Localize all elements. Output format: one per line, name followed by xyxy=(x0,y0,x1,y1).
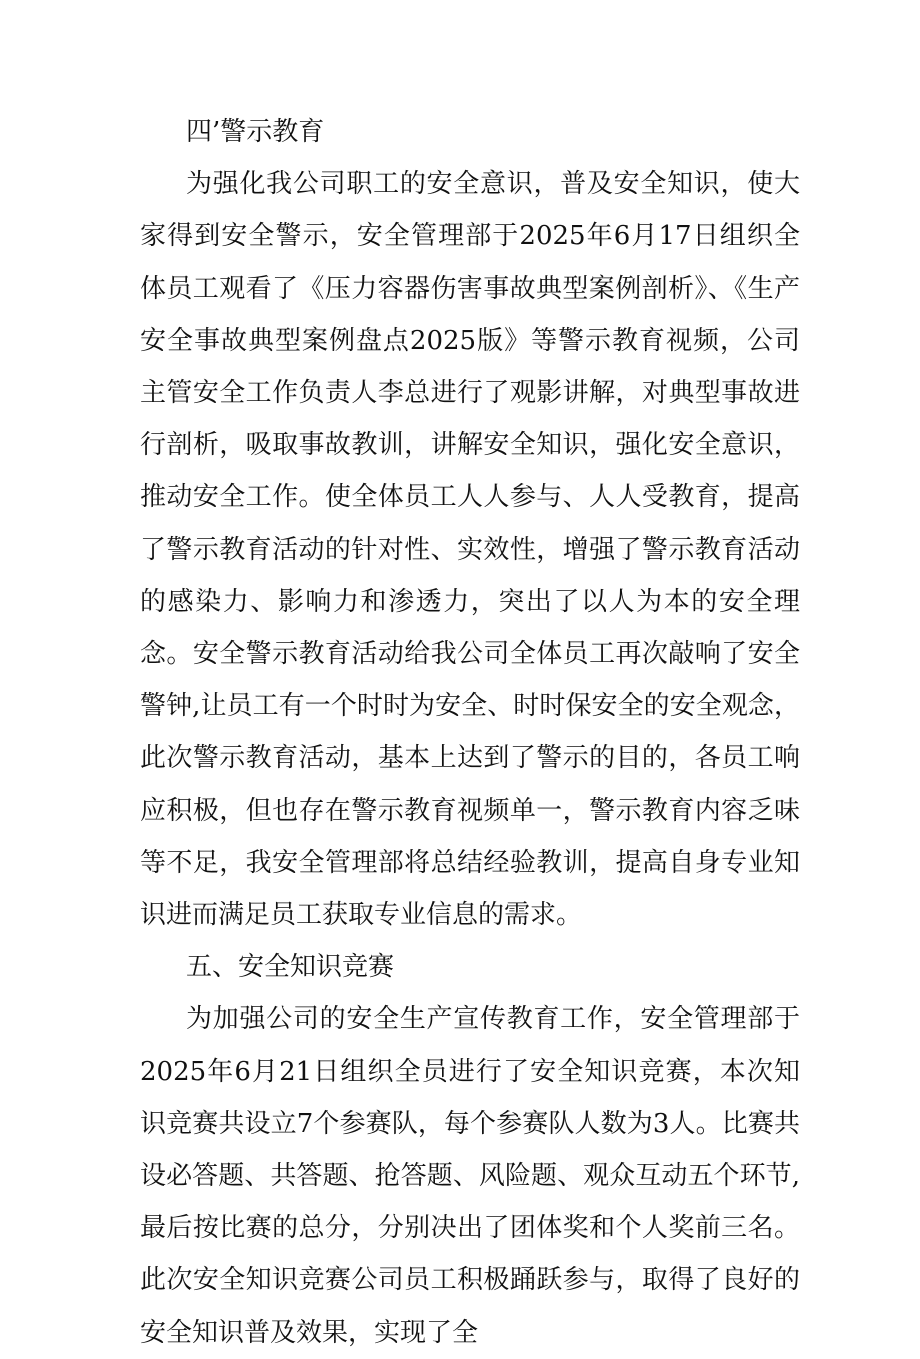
document-body xyxy=(140,106,800,1359)
section-paragraph-warning-education: 为强化我公司职工的安全意识，普及安全知识，使大家得到安全警示，安全管理部于2025年6月17日组织全体员工观看了《压力容器伤害事故典型案例剖析》、《生产安全事故典型案例盘点2025版》等警示教育视频，公司主管安全工作负责人李总进行了观影讲解，对典型事故进行剖析，吸取事故教训，讲解安全知识，强化安全意识，推动安全工作。使全体员工人人参与、人人受教育，提高了警示教育活动的针对性、实效性，增强了警示教育活动的感染力、影响力和渗透力，突出了以人为本的安全理念。安全警示教育活动给我公司全体员工再次敲响了安全警钟,让员工有一个时时为安全、时时保安全的安全观念，此次警示教育活动，基本上达到了警示的目的，各员工响应积极，但也存在警示教育视频单一，警示教育内容乏味等不足，我安全管理部将总结经验教训，提高自身专业知识进而满足员工获取专业信息的需求。 xyxy=(140,169,800,931)
section-paragraph-safety-quiz: 为加强公司的安全生产宣传教育工作，安全管理部于2025年6月21日组织全员进行了安全知识竞赛，本次知识竞赛共设立7个参赛队，每个参赛队人数为3人。比赛共设必答题、共答题、抢答题、风险题、观众互动五个环节,最后按比赛的总分，分别决出了团体奖和个人奖前三名。此次安全知识竞赛公司员工积极踊跃参与，取得了良好的安全知识普及效果，实现了全 xyxy=(140,1004,800,1348)
section-heading-warning-education: 四’警示教育 xyxy=(186,117,325,147)
section-heading-safety-quiz: 五、安全知识竞赛 xyxy=(186,952,395,983)
